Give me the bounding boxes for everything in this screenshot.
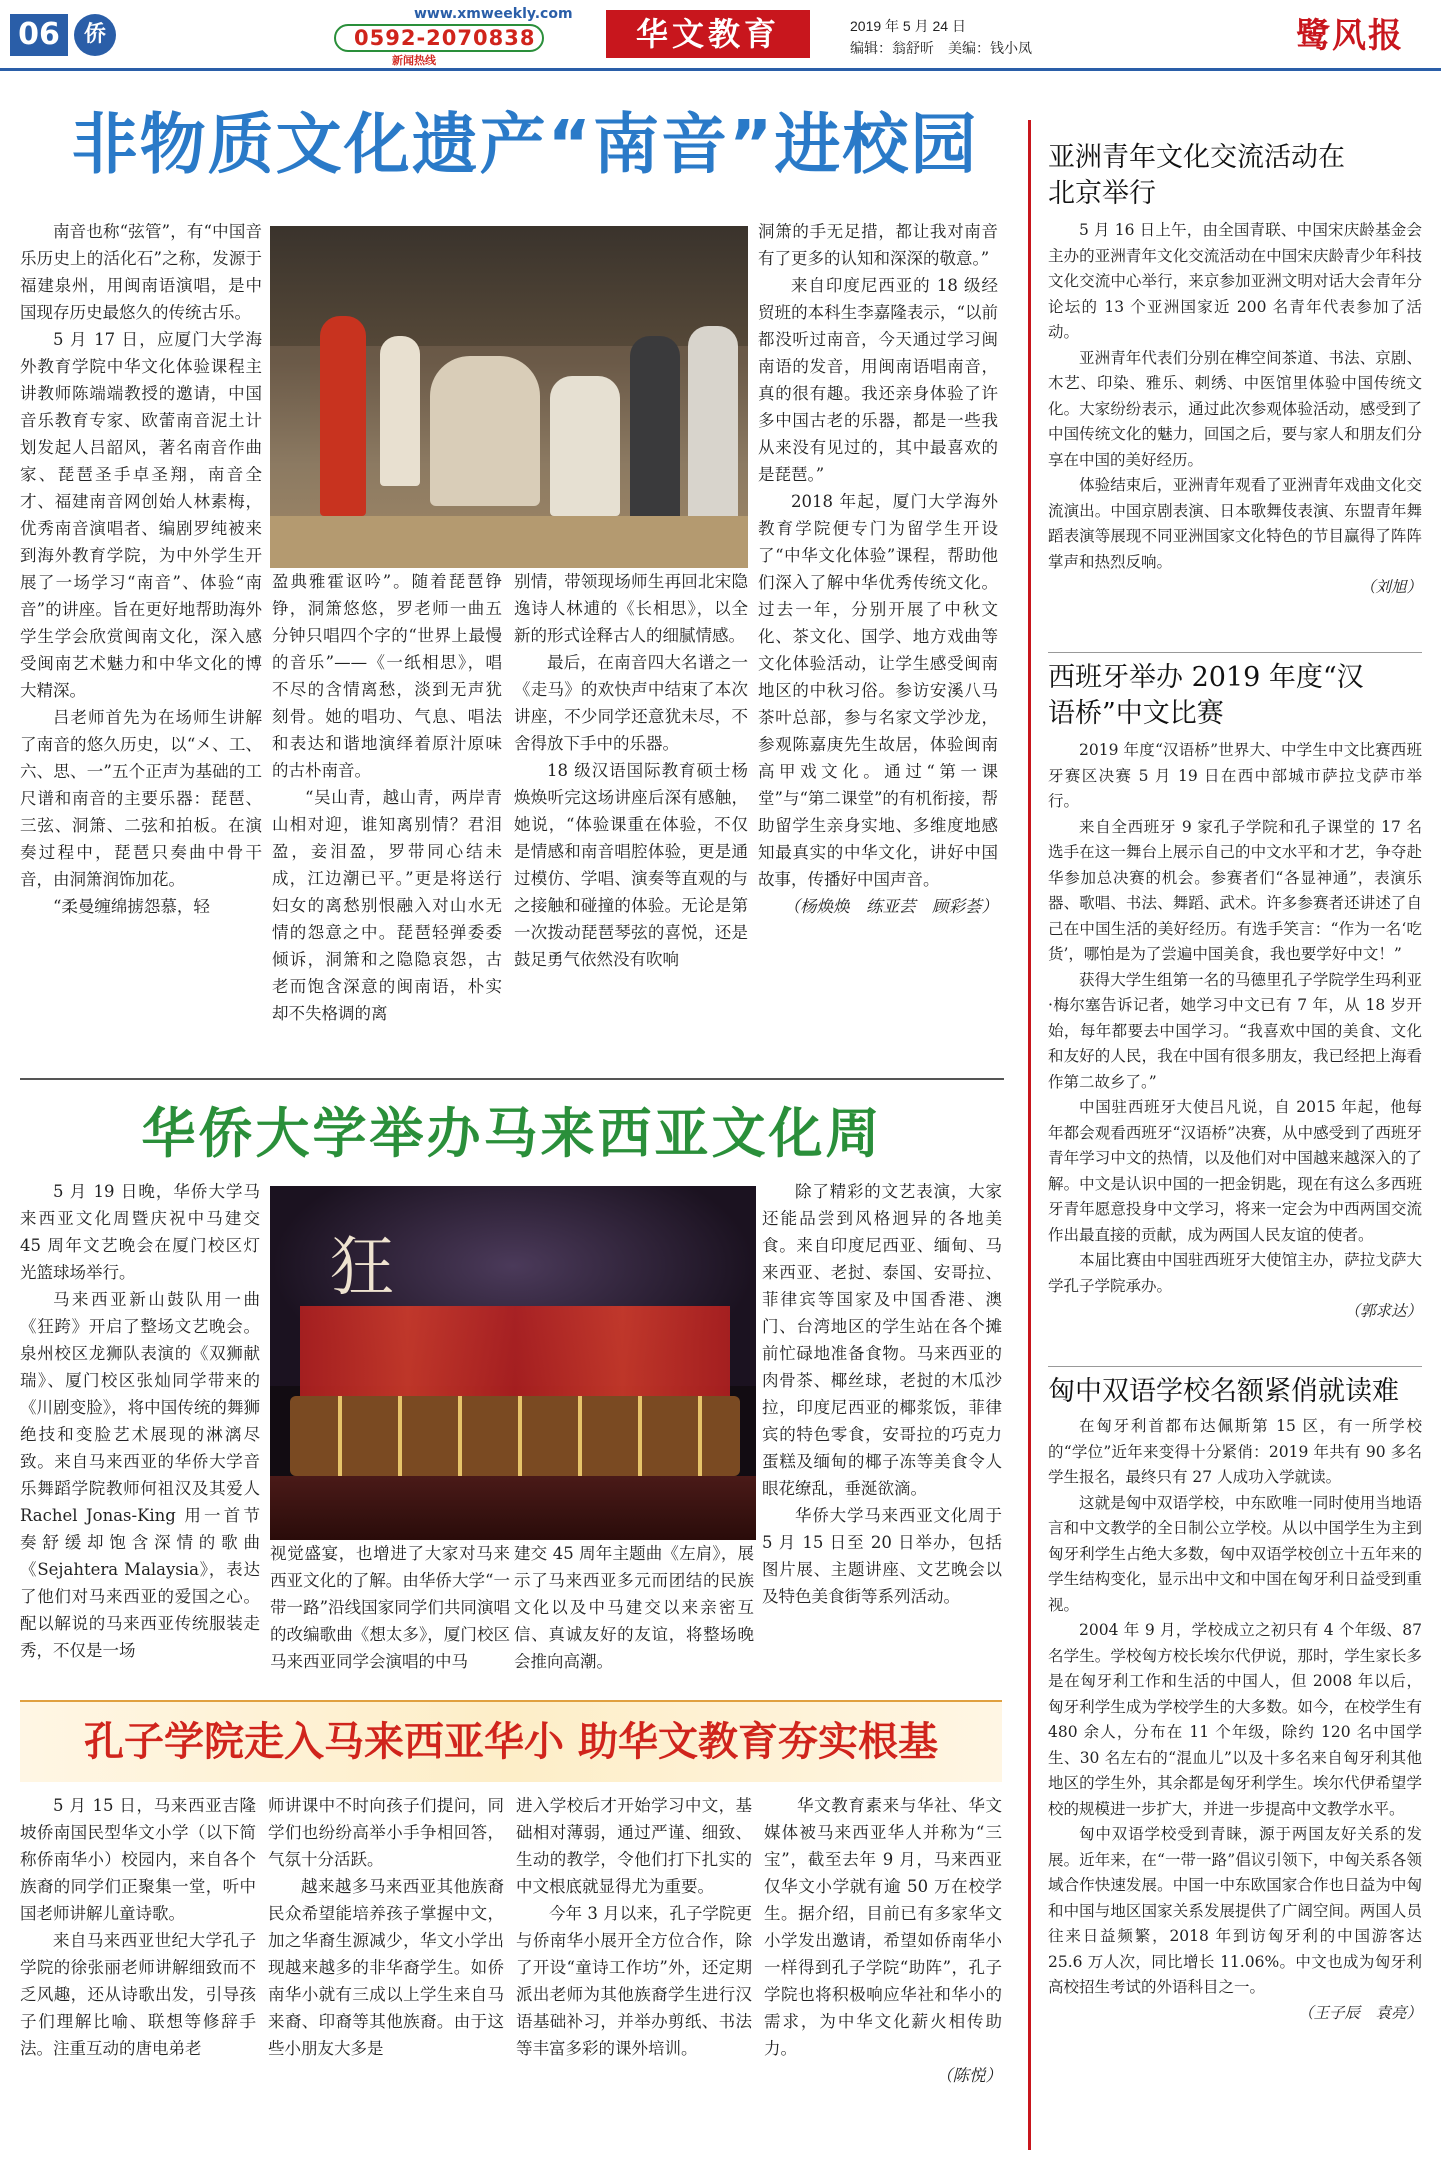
side2-para: 来自全西班牙 9 家孔子学院和孔子课堂的 17 名选手在这一舞台上展示自己的中文水平和才艺，争夺赴华参加总决赛的机会。参赛者们“各显神通”，表演乐器、歌唱、书法、舞蹈、武术。许多参赛者还讲述了自己在中国生活的美好经历。有选手笑言：“作为一名‘吃货’，哪怕是为了尝遍中国美食，我也要学好中文！” [1048, 817, 1422, 963]
side2-title: 西班牙举办 2019 年度“汉语桥”中文比赛 [1048, 662, 1364, 729]
article3-col4 [764, 1792, 1002, 2089]
article3-para: 进入学校后才开始学习中文，基础相对薄弱，通过严谨、细致、生动的教学，令他们打下扎实的中文根底就显得尤为重要。 [516, 1796, 752, 1896]
article2-col3 [514, 1540, 754, 1675]
article1-col1 [20, 218, 262, 920]
article3-para: 5 月 15 日，马来西亚吉隆坡侨南国民型华文小学（以下简称侨南华小）校园内，来自各个族裔的同学们正聚集一堂，听中国老师讲解儿童诗歌。 [20, 1796, 256, 1923]
article3-para: 华文教育素来与华社、华文媒体被马来西亚华人并称为“三宝”，截至去年 9 月，马来西亚仅华文小学就有逾 50 万在校学生。据介绍，目前已有多家华文小学发出邀请，希望如侨南华小一样得到孔子学院“助阵”，孔子学院也将积极响应华社和华小的需求，为中华文化薪火相传助力。 [764, 1796, 1002, 2058]
article1-para: 18 级汉语国际教育硕士杨焕焕听完这场讲座后深有感触，她说，“体验课重在体验，不仅是情感和南音唱腔体验，更是通过模仿、学唱、演奏等直观的与之接触和碰撞的体验。无论是第一次拨动琵琶琴弦的喜悦，还是鼓足勇气依然没有吹响 [514, 761, 748, 969]
article1-para: 2018 年起，厦门大学海外教育学院便专门为留学生开设了“中华文化体验”课程，帮助他们深入了解中华优秀传统文化。过去一年，分别开展了中秋文化、茶文化、国学、地方戏曲等文化体验活动，让学生感受闽南地区的中秋习俗。参访安溪八马茶叶总部，参与名家文学沙龙，参观陈嘉庚先生故居，体验闽南高甲戏文化。通过“第一课堂”与“第二课堂”的有机衔接，帮助留学生亲身实地、多维度地感知最真实的中华文化，讲好中国故事，传播好中国声音。 [758, 492, 998, 889]
article3-para: 师讲课中不时向孩子们提问，同学们也纷纷高举小手争相回答，气氛十分活跃。 [268, 1796, 504, 1869]
side1-para: 体验结束后，亚洲青年观看了亚洲青年戏曲文化交流演出。中国京剧表演、日本歌舞伎表演、东盟青年舞蹈表演等展现不同亚洲国家文化特色的节目赢得了阵阵掌声和热烈反响。 [1048, 476, 1422, 571]
sidebar-divider-1 [1048, 652, 1422, 653]
malaysia-drum-photo [270, 1186, 756, 1540]
side2-byline: （郭求达） [1344, 1302, 1422, 1320]
sidebar-border [1028, 120, 1031, 2150]
article2-para: 华侨大学马来西亚文化周于 5 月 15 日至 20 日举办，包括图片展、主题讲座、文艺晚会以及特色美食街等系列活动。 [762, 1506, 1002, 1606]
section-badge: 侨 [74, 14, 116, 56]
article1-col4 [758, 218, 998, 920]
article1-para: 吕老师首先为在场师生讲解了南音的悠久历史，以“㐅、工、六、思、一”五个正声为基础的工尺谱和南音的主要乐器：琵琶、三弦、洞箫、二弦和拍板。在演奏过程中，琵琶只奏曲中骨干音，由洞箫润饰加花。 [20, 708, 262, 889]
article2-col1 [20, 1178, 260, 1664]
nanyin-lecture-photo [270, 226, 748, 568]
side3-title: 匈中双语学校名额紧俏就读难 [1048, 1376, 1399, 1407]
side1-title: 亚洲青年文化交流活动在北京举行 [1048, 142, 1345, 209]
issue-date: 2019 年 5 月 24 日 [850, 18, 966, 34]
article2-para: 视觉盛宴，也增进了大家对马来西亚文化的了解。由华侨大学“一带一路”沿线国家同学们共同演唱的改编歌曲《想太多》，厦门校区马来西亚同学会演唱的中马 [270, 1544, 510, 1671]
page-number: 06 [10, 14, 68, 56]
sidebar-divider-2 [1048, 1366, 1422, 1367]
side1-para: 5 月 16 日上午，由全国青联、中国宋庆龄基金会主办的亚洲青年文化交流活动在中国宋庆龄青少年科技文化交流中心举行，来京参加亚洲文明对话大会青年分论坛的 13 个亚洲国家近 200 名青年代表参加了活动。 [1048, 221, 1422, 341]
stage-banner-text: 狂 [330, 1231, 394, 1305]
side2-para: 本届比赛由中国驻西班牙大使馆主办，萨拉戈萨大学孔子学院承办。 [1048, 1251, 1422, 1295]
article3-para: 越来越多马来西亚其他族裔民众希望能培养孩子掌握中文，加之华裔生源减少，华文小学出现越来越多的非华裔学生。如侨南华小就有三成以上学生来自马来裔、印裔等其他族裔。由于这些小朋友大多是 [268, 1877, 504, 2058]
article1-byline: （杨焕焕 练亚芸 顾彩荟） [783, 897, 998, 916]
hotline-label: 新闻热线 [392, 54, 436, 67]
sidebar-story-2 [1048, 660, 1422, 1325]
article2-para: 马来西亚新山鼓队用一曲《狂跨》开启了整场文艺晚会。泉州校区龙狮队表演的《双狮献瑞》、厦门校区张灿同学带来的《川剧变脸》，将中国传统的舞狮绝技和变脸艺术展现的淋漓尽致。来自马来西亚的华侨大学音乐舞蹈学院教师何祖汉及其爱人 Rachel Jonas-King 用一首节奏舒缓却饱含深情的歌曲《Sejahtera Malaysia》，表达了他们对马来西亚的爱国之心。配以解说的马来西亚传统服装走秀，不仅是一场 [20, 1290, 260, 1660]
article2-col2 [270, 1540, 510, 1675]
side1-byline: （刘旭） [1359, 578, 1422, 596]
page-header [0, 0, 1441, 68]
masthead-logo: 鹭风报 [1296, 16, 1404, 56]
side2-para: 获得大学生组第一名的马德里孔子学院学生玛利亚·梅尔塞告诉记者，她学习中文已有 7 年，从 18 岁开始，每年都要去中国学习。“我喜欢中国的美食、文化和友好的人民，我在中国有很多朋友，我已经把上海看作第二故乡了。” [1048, 970, 1422, 1091]
article3-para: 今年 3 月以来，孔子学院更与侨南华小展开全方位合作，除了开设“童诗工作坊”外，还定期派出老师为其他族裔学生进行汉语基础补习，并举办剪纸、书法等丰富多彩的课外培训。 [516, 1904, 752, 2058]
article2-col4 [762, 1178, 1002, 1610]
article1-para: 洞箫的手无足措，都让我对南音有了更多的认知和深深的敬意。” [758, 222, 998, 268]
article1-para: 最后，在南音四大名谱之一《走马》的欢快声中结束了本次讲座，不少同学还意犹未尽，不舍得放下手中的乐器。 [514, 653, 748, 753]
sidebar-story-1 [1048, 140, 1422, 601]
phone-number: 0592-2070838 [354, 26, 536, 50]
article1-para: “吴山青，越山青，两岸青山相对迎，谁知离别情？君泪盈，妾泪盈，罗带同心结未成，江边潮已平。”更是将送行妇女的离愁别恨融入对山水无情的怨意之中。琵琶轻弹委委倾诉，洞箫和之隐隐哀怨，古老而饱含深意的闽南语，朴实却不失格调的离 [272, 788, 502, 1023]
website-text[interactable]: www.xmweekly.com [414, 6, 573, 22]
article3-col2 [268, 1792, 504, 2062]
article3-title: 孔子学院走入马来西亚华小 助华文教育夯实根基 [84, 1719, 938, 1765]
side3-para: 2004 年 9 月，学校成立之初只有 4 个年级、87 名学生。学校匈方校长埃尔代伊说，那时，学生家长多是在匈牙利工作和生活的中国人，但 2008 年以后，匈牙利学生成为学校学生的大多数。如今，在校学生有 480 余人，分布在 11 个年级，除约 120 名中国学生、30 名左右的“混血儿”以及十多名来自匈牙利其他地区的学生外，其余都是匈牙利学生。埃尔代伊希望学校的规模进一步扩大，并进一步提高中文教学水平。 [1048, 1621, 1422, 1818]
article1-para: 别情，带领现场师生再回北宋隐逸诗人林逋的《长相思》，以全新的形式诠释古人的细腻情感。 [514, 572, 748, 645]
side3-para: 在匈牙利首都布达佩斯第 15 区，有一所学校的“学位”近年来变得十分紧俏：2019 年共有 90 多名学生报名，最终只有 27 人成功入学就读。 [1048, 1417, 1422, 1486]
side3-para: 匈中双语学校受到青睐，源于两国友好关系的发展。近年来，在“一带一路”倡议引领下，中匈关系各领域合作快速发展。中国一中东欧国家合作也日益为中匈和中国与地区国家关系发展提供了广阔空间。两国人员往来日益频繁，2018 年到访匈牙利的中国游客达 25.6 万人次，同比增长 11.06%。中文也成为匈牙利高校招生考试的外语科目之一。 [1048, 1825, 1422, 1996]
article2-para: 5 月 19 日晚，华侨大学马来西亚文化周暨庆祝中马建交 45 周年文艺晚会在厦门校区灯光篮球场举行。 [20, 1182, 260, 1282]
hotline-box [334, 6, 573, 67]
article3-byline: （陈悦） [936, 2066, 1002, 2085]
article1-para: 盈典雅霍讴吟”。随着琵琶铮铮，洞箫悠悠，罗老师一曲五分钟只唱四个字的“世界上最慢的音乐”——《一纸相思》，唱不尽的含情离愁，淡到无声犹刻骨。她的唱功、气息、唱法和表达和谐地演绎着原汁原味的古朴南音。 [272, 572, 502, 780]
article2-para: 建交 45 周年主题曲《左肩》，展示了马来西亚多元而团结的民族文化以及中马建交以来亲密互信、真诚友好的友谊，将整场晚会推向高潮。 [514, 1544, 754, 1671]
sidebar-story-3 [1048, 1374, 1422, 2026]
header-rule [0, 68, 1441, 71]
article1-col3 [514, 568, 748, 973]
editors-credit: 编辑：翁舒昕 美编：钱小凤 [850, 40, 1032, 56]
article3-para: 来自马来西亚世纪大学孔子学院的徐张丽老师讲解细致而不乏风趣，还从诗歌出发，引导孩子们理解比喻、联想等修辞手法。注重互动的唐电弟老 [20, 1931, 256, 2058]
article1-title: 非物质文化遗产“南音”进校园 [71, 106, 979, 183]
article2-title: 华侨大学举办马来西亚文化周 [141, 1101, 883, 1165]
article1-col2 [272, 568, 502, 1027]
article2-para: 除了精彩的文艺表演，大家还能品尝到风格迥异的各地美食。来自印度尼西亚、缅甸、马来西亚、老挝、泰国、安哥拉、菲律宾等国家及中国香港、澳门、台湾地区的学生站在各个摊前忙碌地准备食物。马来西亚的肉骨茶、椰丝球，老挝的木瓜沙拉，印度尼西亚的椰浆饭，菲律宾的特色零食，安哥拉的巧克力蛋糕及缅甸的椰子冻等美食令人眼花缭乱，垂涎欲滴。 [762, 1182, 1002, 1498]
side2-para: 2019 年度“汉语桥”世界大、中学生中文比赛西班牙赛区决赛 5 月 19 日在西中部城市萨拉戈萨市举行。 [1048, 741, 1422, 810]
section-divider [20, 1078, 1004, 1080]
article3-col1 [20, 1792, 256, 2062]
article3-col3 [516, 1792, 752, 2062]
section-title: 华文教育 [606, 10, 810, 58]
side1-para: 亚洲青年代表们分别在榫空间茶道、书法、京剧、木艺、印染、雅乐、刺绣、中医馆里体验中国传统文化。大家纷纷表示，通过此次参观体验活动，感受到了中国传统文化的魅力，回国之后，要与家人和朋友们分享在中国的美好经历。 [1048, 348, 1422, 469]
article1-para: 南音也称“弦管”，有“中国音乐历史上的活化石”之称，发源于福建泉州，用闽南语演唱，是中国现存历史最悠久的传统古乐。 [20, 222, 262, 322]
side2-para: 中国驻西班牙大使吕凡说，自 2015 年起，他每年都会观看西班牙“汉语桥”决赛，从中感受到了西班牙青年学习中文的热情，以及他们对中国越来越深入的了解。中文是认识中国的一把金钥匙，现在有这么多西班牙青年愿意投身中文学习，将来一定会为中西两国交流作出最直接的贡献，成为两国人民友谊的使者。 [1048, 1098, 1422, 1244]
article1-para: “柔曼缠绵掳怨慕，轻 [53, 897, 210, 916]
side3-para: 这就是匈中双语学校，中东欧唯一同时使用当地语言和中文教学的全日制公立学校。从以中国学生为主到匈牙利学生占绝大多数，匈中双语学校创立十五年来的学生结构变化，显示出中文和中国在匈牙利日益受到重视。 [1048, 1493, 1422, 1614]
article1-para: 来自印度尼西亚的 18 级经贸班的本科生李嘉隆表示，“以前都没听过南音，今天通过学习闽南语的发音，用闽南语唱南音，真的很有趣。我还亲身体验了许多中国古老的乐器，都是一些我从来没有见过的，其中最喜欢的是琵琶。” [758, 276, 998, 484]
article1-para: 5 月 17 日，应厦门大学海外教育学院中华文化体验课程主讲教师陈端端教授的邀请，中国音乐教育专家、欧蕾南音泥土计划发起人吕韶风，著名南音作曲家、琵琶圣手卓圣翔，南音全才、福建南音网创始人林素梅，优秀南音演唱者、编剧罗纯被来到海外教育学院，为中外学生开展了一场学习“南音”、体验“南音”的讲座。旨在更好地帮助海外学生学会欣赏闽南文化，深入感受闽南艺术魅力和中华文化的博大精深。 [20, 330, 262, 700]
side3-byline: （王子辰 袁亮） [1297, 2003, 1422, 2022]
